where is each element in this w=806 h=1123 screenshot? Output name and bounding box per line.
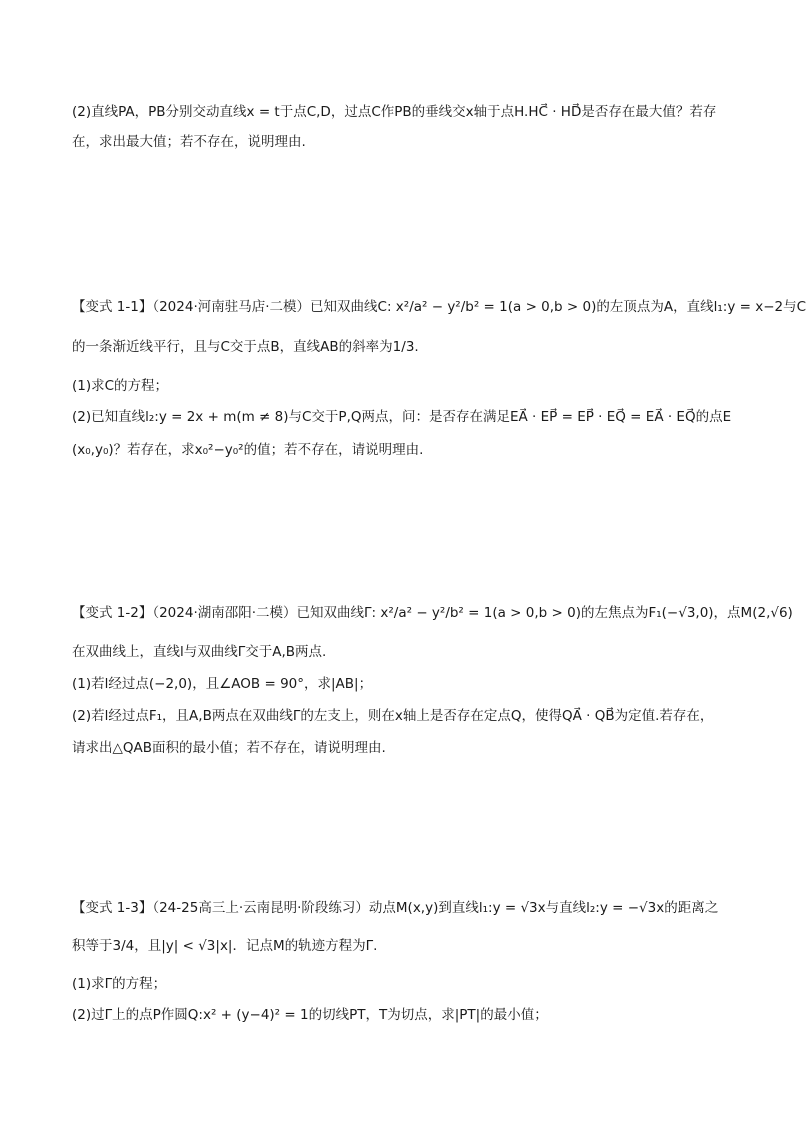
subquestion-2: (2)过Γ上的点P作圆Q:x² + (y−4)² = 1的切线PT，T为切点，求|PT|的最小值； xyxy=(72,1007,548,1023)
subquestion-2: (2)已知直线l₂:y = 2x + m(m ≠ 8)与C交于P,Q两点，问：是否存在满足EA⃗ · EP⃗ = EP⃗ · EQ⃗ = EA⃗ · EQ⃗的点E xyxy=(72,409,732,425)
problem-text-line: (2)直线PA，PB分别交动直线x = t于点C,D，过点C作PB的垂线交x轴于点H.HC⃗ · HD⃗是否存在最大值？若存 xyxy=(72,104,717,120)
subquestion-2: (2)若l经过点F₁，且A,B两点在双曲线Γ的左支上，则在x轴上是否存在定点Q，使得QA⃗ · QB⃗为定值.若存在， xyxy=(72,708,714,724)
subquestion-1: (1)求C的方程； xyxy=(72,378,169,394)
problem-text-line: 积等于3/4，且|y| < √3|x|．记点M的轨迹方程为Γ. xyxy=(72,938,378,954)
variant-1-3-header: 【变式 1-3】（24-25高三上·云南昆明·阶段练习）动点M(x,y)到直线l₁:y = √3x与直线l₂:y = −√3x的距离之 xyxy=(72,900,719,916)
problem-text-line: 请求出△QAB面积的最小值；若不存在，请说明理由. xyxy=(72,740,386,756)
problem-text-line: 的一条渐近线平行，且与C交于点B，直线AB的斜率为1/3. xyxy=(72,339,419,355)
problem-text-line: (x₀,y₀)？若存在，求x₀²−y₀²的值；若不存在，请说明理由. xyxy=(72,442,424,458)
variant-1-2-header: 【变式 1-2】（2024·湖南邵阳·二模）已知双曲线Γ: x²/a² − y²/b² = 1(a > 0,b > 0)的左焦点为F₁(−√3,0)，点M(2,√6) xyxy=(72,605,793,621)
variant-1-1-header: 【变式 1-1】（2024·河南驻马店·二模）已知双曲线C: x²/a² − y²/b² = 1(a > 0,b > 0)的左顶点为A，直线l₁:y = x−2与C xyxy=(72,299,806,315)
problem-text-line: 在，求出最大值；若不存在，说明理由. xyxy=(72,134,306,150)
subquestion-1: (1)若l经过点(−2,0)，且∠AOB = 90°，求|AB|； xyxy=(72,676,373,692)
subquestion-1: (1)求Γ的方程； xyxy=(72,976,167,992)
problem-text-line: 在双曲线上，直线l与双曲线Γ交于A,B两点. xyxy=(72,644,327,660)
